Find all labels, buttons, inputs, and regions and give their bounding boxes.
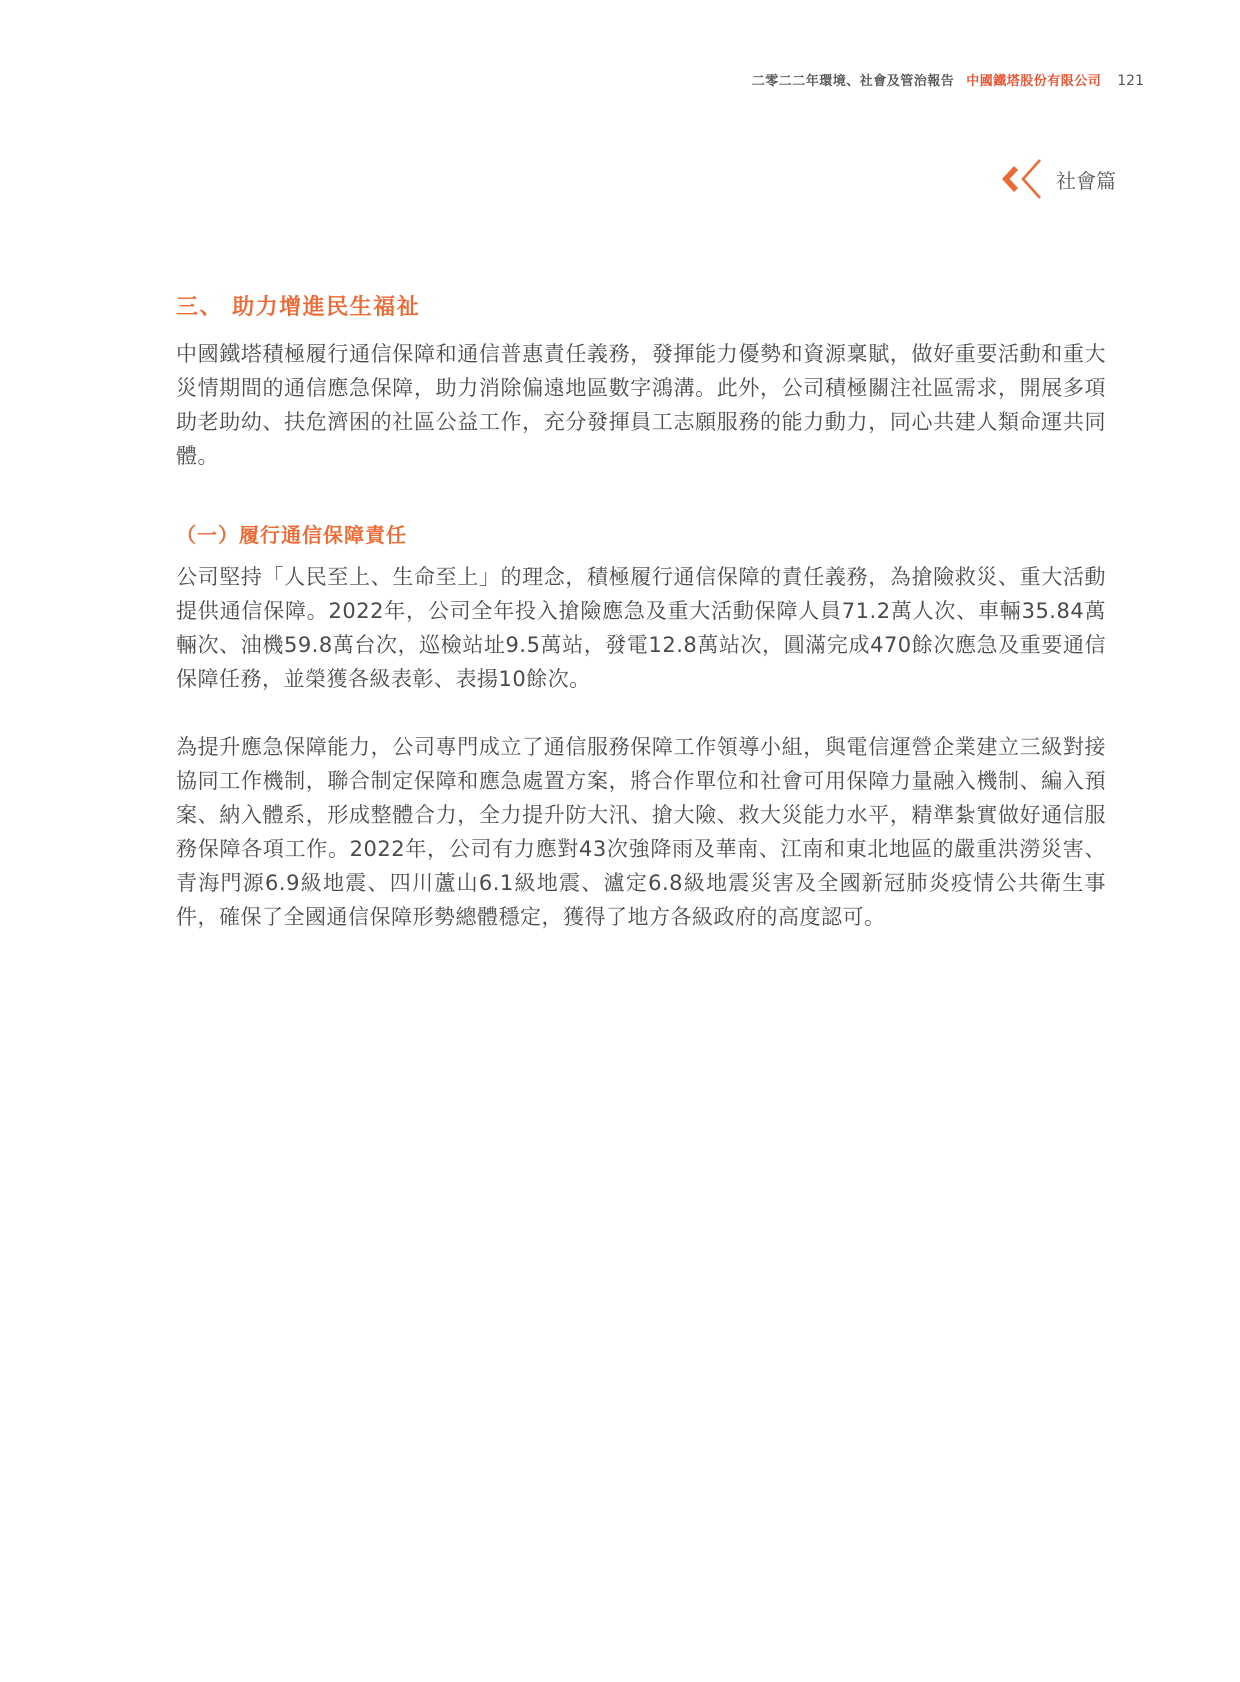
body-paragraph: 公司堅持「人民至上、生命至上」的理念，積極履行通信保障的責任義務，為搶險救災、重大活動提供通信保障。2022年，公司全年投入搶險應急及重大活動保障人員71.2萬人次、車輛35.84萬輛次、油機59.8萬台次，巡檢站址9.5萬站，發電12.8萬站次，圓滿完成470餘次應急及重要通信保障任務，並榮獲各級表彰、表揚10餘次。: [176, 565, 1106, 691]
section-label: 社會篇: [1056, 168, 1116, 193]
page-header: [752, 70, 1144, 89]
body-paragraph: 為提升應急保障能力，公司專門成立了通信服務保障工作領導小組，與電信運營企業建立三級對接協同工作機制，聯合制定保障和應急處置方案，將合作單位和社會可用保障力量融入機制、編入預案、納入體系，形成整體合力，全力提升防大汛、搶大險、救大災能力水平，精準紮實做好通信服務保障各項工作。2022年，公司有力應對43次強降雨及華南、江南和東北地區的嚴重洪澇災害、青海門源6.9級地震、四川蘆山6.1級地震、瀘定6.8級地震災害及全國新冠肺炎疫情公共衛生事件，確保了全國通信保障形勢總體穩定，獲得了地方各級政府的高度認可。: [176, 735, 1106, 929]
section-tab: [994, 156, 1116, 202]
section-heading: 三、 助力增進民生福祉: [176, 295, 421, 320]
intro-paragraph: 中國鐵塔積極履行通信保障和通信普惠責任義務，發揮能力優勢和資源稟賦，做好重要活動和重大災情期間的通信應急保障，助力消除偏遠地區數字鴻溝。此外，公司積極關注社區需求，開展多項助老助幼、扶危濟困的社區公益工作，充分發揮員工志願服務的能力動力，同心共建人類命運共同體。: [176, 342, 1106, 468]
main-content: [176, 290, 1106, 934]
page-number: 121: [1117, 73, 1144, 89]
subsection-heading: （一）履行通信保障責任: [176, 523, 407, 547]
company-name: 中國鐵塔股份有限公司: [966, 74, 1102, 89]
report-title: 二零二二年環境、社會及管治報告: [751, 74, 955, 89]
double-chevron-left-icon: [994, 156, 1046, 202]
